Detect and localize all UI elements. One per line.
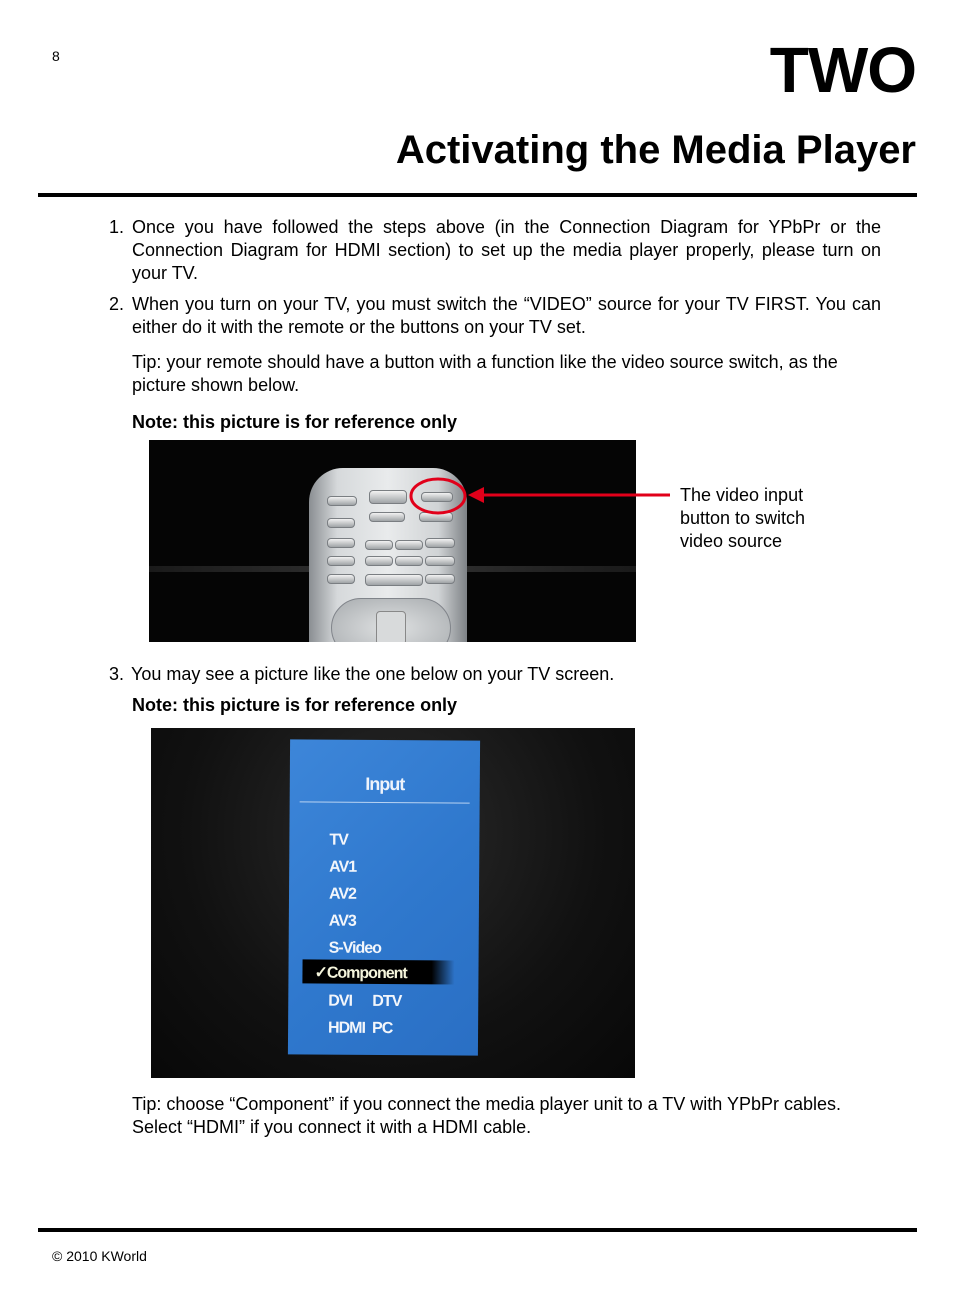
remote-button bbox=[327, 574, 355, 584]
remote-button bbox=[365, 556, 393, 566]
remote-button bbox=[365, 574, 423, 586]
callout-label: The video input button to switch video source bbox=[680, 485, 806, 551]
remote-button bbox=[425, 538, 455, 548]
remote-ok-button bbox=[376, 611, 406, 642]
step-text: When you turn on your TV, you must switch the “VIDEO” source for your TV FIRST. You can either do it with the remote or the buttons on your TV set. bbox=[132, 294, 881, 337]
remote-button bbox=[365, 540, 393, 550]
remote-button bbox=[327, 518, 355, 528]
chapter-heading: TWO bbox=[769, 34, 916, 106]
tip-remote: Tip: your remote should have a button with a function like the video source switch, as the picture shown below. bbox=[132, 352, 838, 395]
step-2 bbox=[109, 293, 881, 339]
remote-button bbox=[327, 556, 355, 566]
step-text: You may see a picture like the one below on your TV screen. bbox=[131, 664, 615, 684]
input-menu-panel bbox=[288, 739, 480, 1055]
tip-component: Tip: choose “Component” if you connect the media player unit to a TV with YPbPr cables. Select “HDMI” if you connect it with a HDMI cable. bbox=[132, 1094, 842, 1137]
remote-button bbox=[395, 540, 423, 550]
menu-item: PC bbox=[372, 1019, 393, 1038]
tv-input-menu-photo bbox=[151, 728, 635, 1078]
menu-item: DVI bbox=[328, 992, 353, 1010]
arrow-head-icon bbox=[468, 487, 484, 503]
menu-item: HDMI bbox=[328, 1019, 366, 1037]
page-number: 8 bbox=[52, 48, 60, 64]
copyright: © 2010 KWorld bbox=[52, 1248, 147, 1264]
remote-dpad bbox=[331, 598, 451, 642]
step-text: Once you have followed the steps above (in the Connection Diagram for YPbPr or the Connection Diagram for HDMI section) to set up the media player properly, please turn on your TV. bbox=[132, 217, 881, 283]
step-number: 2. bbox=[109, 294, 125, 314]
remote-button bbox=[327, 538, 355, 548]
page-title: Activating the Media Player bbox=[395, 128, 916, 172]
menu-item: S-Video bbox=[328, 939, 381, 957]
step-3 bbox=[109, 663, 881, 686]
remote-button bbox=[327, 496, 357, 506]
menu-divider bbox=[300, 801, 470, 803]
footer-rule bbox=[38, 1228, 917, 1232]
menu-title: Input bbox=[365, 773, 405, 795]
menu-item: AV3 bbox=[328, 912, 356, 930]
reference-note: Note: this picture is for reference only bbox=[132, 695, 458, 715]
remote-button bbox=[369, 512, 405, 522]
step-number: 3. bbox=[109, 664, 125, 684]
remote-button bbox=[395, 556, 423, 566]
step-1 bbox=[109, 216, 881, 285]
menu-selected-label: ✓Component bbox=[314, 964, 407, 983]
header-rule bbox=[38, 193, 917, 197]
remote-button bbox=[425, 556, 455, 566]
menu-selected-item bbox=[302, 959, 454, 984]
remote-button bbox=[369, 490, 407, 504]
step-number: 1. bbox=[109, 217, 125, 237]
menu-item: AV2 bbox=[328, 885, 357, 903]
reference-note: Note: this picture is for reference only bbox=[132, 412, 458, 432]
remote-button bbox=[425, 574, 455, 584]
callout-arrow bbox=[430, 470, 680, 525]
menu-item: AV1 bbox=[329, 858, 357, 876]
menu-item: TV bbox=[329, 831, 348, 849]
menu-item: DTV bbox=[372, 992, 402, 1011]
